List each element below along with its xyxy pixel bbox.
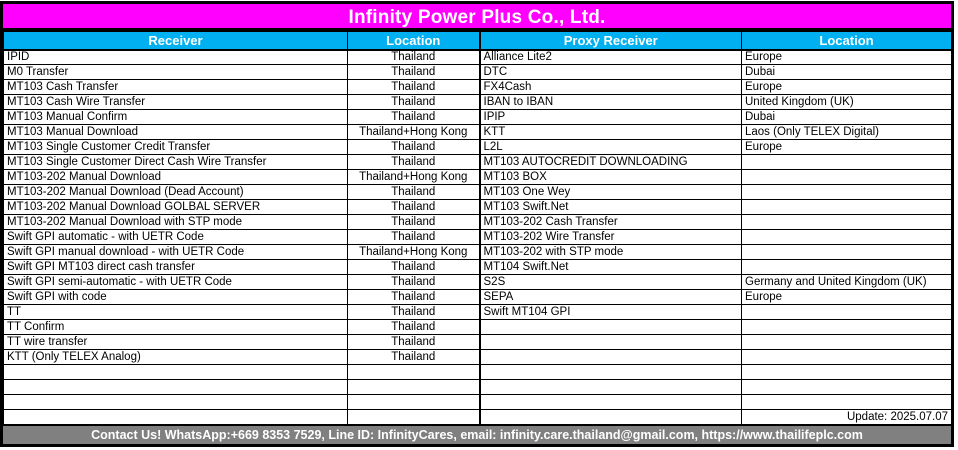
table-cell [480, 395, 742, 410]
table-cell: IPIP [480, 110, 742, 125]
table-cell [742, 200, 952, 215]
table-row [4, 305, 952, 320]
table-cell [742, 260, 952, 275]
table-cell: MT103-202 Wire Transfer [480, 230, 742, 245]
table-cell: Swift MT104 GPI [480, 305, 742, 320]
table-cell: MT103-202 Manual Download with STP mode [4, 215, 348, 230]
table-cell: Thailand+Hong Kong [348, 245, 480, 260]
table-cell: TT Confirm [4, 320, 348, 335]
table-row [4, 170, 952, 185]
table-cell [742, 335, 952, 350]
table-cell [480, 335, 742, 350]
table-row [4, 395, 952, 410]
table-cell: Thailand+Hong Kong [348, 125, 480, 140]
table-row [4, 230, 952, 245]
table-cell [742, 365, 952, 380]
table-cell: United Kingdom (UK) [742, 95, 952, 110]
table-cell: Thailand [348, 200, 480, 215]
table-cell: MT103 Cash Wire Transfer [4, 95, 348, 110]
table-cell: MT103 AUTOCREDIT DOWNLOADING [480, 155, 742, 170]
table-cell: Thailand [348, 230, 480, 245]
table-cell: MT103 Single Customer Direct Cash Wire Transfer [4, 155, 348, 170]
table-cell: KTT (Only TELEX Analog) [4, 350, 348, 365]
table-cell [4, 410, 348, 425]
column-header-location: Location [348, 32, 480, 50]
table-cell: M0 Transfer [4, 65, 348, 80]
table-cell: Thailand [348, 305, 480, 320]
column-header-proxy-location: Location [742, 32, 952, 50]
table-cell: Thailand [348, 155, 480, 170]
table-cell: Europe [742, 50, 952, 65]
table-row [4, 200, 952, 215]
table-row [4, 350, 952, 365]
table-cell: Swift GPI MT103 direct cash transfer [4, 260, 348, 275]
contact-footer: Contact Us! WhatsApp:+669 8353 7529, Line ID: InfinityCares, email: infinity.care.thailand@gmail.com, https://www.thailifeplc.com [3, 425, 951, 444]
table-cell [348, 380, 480, 395]
table-cell [480, 320, 742, 335]
table-cell [480, 365, 742, 380]
table-cell [742, 320, 952, 335]
table-row [4, 275, 952, 290]
table-cell: Dubai [742, 110, 952, 125]
table-cell: Swift GPI semi-automatic - with UETR Code [4, 275, 348, 290]
table-cell: L2L [480, 140, 742, 155]
table-row [4, 410, 952, 425]
table-cell: S2S [480, 275, 742, 290]
table-cell: MT104 Swift.Net [480, 260, 742, 275]
table-row [4, 260, 952, 275]
table-row [4, 125, 952, 140]
table-cell [742, 170, 952, 185]
table-row [4, 110, 952, 125]
table-cell: Dubai [742, 65, 952, 80]
table-cell [742, 230, 952, 245]
table-cell: MT103 Cash Transfer [4, 80, 348, 95]
column-header-receiver: Receiver [4, 32, 348, 50]
table-cell: MT103 Single Customer Credit Transfer [4, 140, 348, 155]
table-cell: IPID [4, 50, 348, 65]
table-cell: MT103-202 with STP mode [480, 245, 742, 260]
table-row [4, 65, 952, 80]
table-cell: Europe [742, 80, 952, 95]
table-cell: MT103-202 Manual Download GOLBAL SERVER [4, 200, 348, 215]
table-row [4, 80, 952, 95]
table-row [4, 245, 952, 260]
table-cell: Swift GPI with code [4, 290, 348, 305]
table-cell: Thailand [348, 215, 480, 230]
table-cell: Thailand [348, 110, 480, 125]
table-cell [742, 215, 952, 230]
table-cell: DTC [480, 65, 742, 80]
table-row [4, 365, 952, 380]
table-cell: IBAN to IBAN [480, 95, 742, 110]
table-row [4, 380, 952, 395]
table-cell [742, 185, 952, 200]
table-row [4, 155, 952, 170]
table-cell [742, 305, 952, 320]
table-cell: Thailand [348, 95, 480, 110]
table-cell: Thailand [348, 290, 480, 305]
table-cell: Thailand [348, 350, 480, 365]
table-cell [480, 410, 742, 425]
table-cell [348, 395, 480, 410]
table-cell [742, 155, 952, 170]
table-cell: Thailand [348, 80, 480, 95]
table-cell [742, 395, 952, 410]
table-cell: MT103-202 Cash Transfer [480, 215, 742, 230]
table-cell: SEPA [480, 290, 742, 305]
company-title: Infinity Power Plus Co., Ltd. [3, 4, 951, 31]
table-cell: Thailand [348, 335, 480, 350]
table-row [4, 185, 952, 200]
table-cell [742, 380, 952, 395]
table-row [4, 320, 952, 335]
table-cell: Thailand [348, 320, 480, 335]
table-cell: Europe [742, 290, 952, 305]
table-cell [348, 410, 480, 425]
spreadsheet [0, 1, 954, 447]
column-header-proxy-receiver: Proxy Receiver [480, 32, 742, 50]
table-cell: MT103 Manual Confirm [4, 110, 348, 125]
table-cell [4, 395, 348, 410]
table-cell [348, 365, 480, 380]
table-cell: Europe [742, 140, 952, 155]
table-cell: MT103 BOX [480, 170, 742, 185]
table-body [4, 50, 952, 425]
table-cell: Germany and United Kingdom (UK) [742, 275, 952, 290]
table-cell: Swift GPI manual download - with UETR Code [4, 245, 348, 260]
table-cell: MT103-202 Manual Download [4, 170, 348, 185]
table-cell [480, 350, 742, 365]
table-cell: Laos (Only TELEX Digital) [742, 125, 952, 140]
table-row [4, 215, 952, 230]
receivers-table [3, 31, 952, 425]
table-cell [4, 380, 348, 395]
table-cell: Thailand [348, 50, 480, 65]
table-cell: Thailand [348, 140, 480, 155]
table-cell: MT103 Swift.Net [480, 200, 742, 215]
table-cell [742, 350, 952, 365]
table-cell: Thailand [348, 260, 480, 275]
table-cell: Alliance Lite2 [480, 50, 742, 65]
update-date-cell: Update: 2025.07.07 [742, 410, 952, 425]
table-cell: FX4Cash [480, 80, 742, 95]
table-cell: Thailand+Hong Kong [348, 170, 480, 185]
table-row [4, 95, 952, 110]
table-cell: Swift GPI automatic - with UETR Code [4, 230, 348, 245]
table-cell: MT103 One Wey [480, 185, 742, 200]
table-cell: MT103 Manual Download [4, 125, 348, 140]
table-cell: TT wire transfer [4, 335, 348, 350]
table-row [4, 335, 952, 350]
table-row [4, 50, 952, 65]
table-cell: Thailand [348, 65, 480, 80]
table-cell: MT103-202 Manual Download (Dead Account) [4, 185, 348, 200]
table-cell: TT [4, 305, 348, 320]
table-cell [742, 245, 952, 260]
table-cell: KTT [480, 125, 742, 140]
table-cell [480, 380, 742, 395]
table-cell [4, 365, 348, 380]
header-row [4, 32, 952, 50]
table-cell: Thailand [348, 275, 480, 290]
table-cell: Thailand [348, 185, 480, 200]
table-row [4, 140, 952, 155]
table-row [4, 290, 952, 305]
